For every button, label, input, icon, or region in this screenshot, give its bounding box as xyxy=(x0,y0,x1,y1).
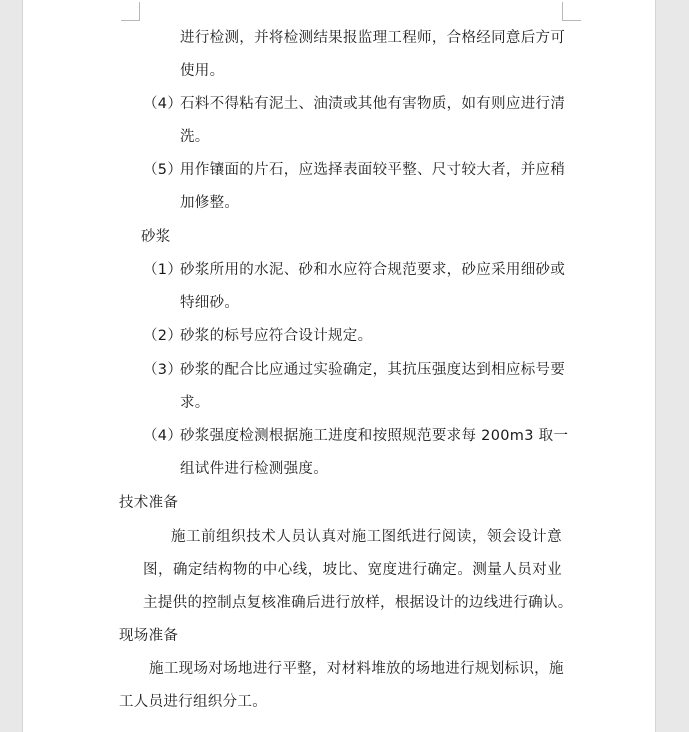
stone-item-4-number: （4） xyxy=(143,96,183,112)
mortar-item-4-number: （4） xyxy=(143,428,183,444)
mortar-item-3-text-line: 砂 浆 的 配 合 比 应 通 过 实 验 确 定 ， 其 抗 压 强 度 达 到 相 应 标 号 要 xyxy=(180,362,566,378)
mortar-item-4-text-line: 砂 浆 强 度 检 测 根 据 施 工 进 度 和 按 照 规 范 要 求 每 2 0 0 m 3 取 一 xyxy=(180,428,569,444)
technical-preparation-heading: 技术准备 xyxy=(119,495,179,511)
stone-item-4-text-line: 石 料 不 得 粘 有 泥 土 、 油 渍 或 其 他 有 害 物 质 ， 如 有 则 应 进 行 清 xyxy=(180,96,566,112)
mortar-item-4-text-end: 组试件进行检测强度。 xyxy=(180,461,328,477)
stone-item-5-text-line: 用 作 镶 面 的 片 石 ， 应 选 择 表 面 较 平 整 、 尺 寸 较 大 者 ， 并 应 稍 xyxy=(180,162,566,178)
mortar-item-3-number: （3） xyxy=(143,362,183,378)
mortar-item-1-text-line: 砂 浆 所 用 的 水 泥 、 砂 和 水 应 符 合 规 范 要 求 ， 砂 应 采 用 细 砂 或 xyxy=(180,262,566,278)
margin-corner-mark-left xyxy=(121,2,140,21)
site-preparation-paragraph-line-1: 施 工 现 场 对 场 地 进 行 平 整 ， 对 材 料 堆 放 的 场 地 进 行 规 划 标 识 ， 施 xyxy=(149,661,564,677)
technical-preparation-paragraph-line-3: 主 提 供 的 控 制 点 复 核 准 确 后 进 行 放 样 ， 根 据 设 计 的 边 线 进 行 确 认 。 xyxy=(143,595,573,611)
technical-preparation-paragraph-line-1: 施 工 前 组 织 技 术 人 员 认 真 对 施 工 图 纸 进 行 阅 读 ， 领 会 设 计 意 xyxy=(171,529,562,545)
site-preparation-heading: 现场准备 xyxy=(119,628,179,644)
stone-item-5-text-end: 加修整。 xyxy=(180,195,240,211)
site-preparation-paragraph-line-2: 工人员进行组织分工。 xyxy=(119,694,267,710)
mortar-item-1-number: （1） xyxy=(143,262,183,278)
mortar-item-3-text-end: 求。 xyxy=(180,395,210,411)
stone-item-5-number: （5） xyxy=(143,162,183,178)
stone-item-3-text-end: 使用。 xyxy=(180,63,225,79)
stone-item-3-text-line: 进 行 检 测 ， 并 将 检 测 结 果 报 监 理 工 程 师 ， 合 格 经 同 意 后 方 可 xyxy=(180,30,566,46)
mortar-item-1-text-end: 特细砂。 xyxy=(180,295,240,311)
mortar-item-2-number: （2） xyxy=(143,328,183,344)
mortar-heading: 砂浆 xyxy=(141,229,171,245)
margin-corner-mark-right xyxy=(562,2,581,21)
stone-item-4-text-end: 洗。 xyxy=(180,129,210,145)
technical-preparation-paragraph-line-2: 图 ， 确 定 结 构 物 的 中 心 线 ， 坡 比 、 宽 度 进 行 确 定 。 测 量 人 员 对 业 xyxy=(143,562,562,578)
mortar-item-2-text: 砂浆的标号应符合设计规定。 xyxy=(180,328,373,344)
